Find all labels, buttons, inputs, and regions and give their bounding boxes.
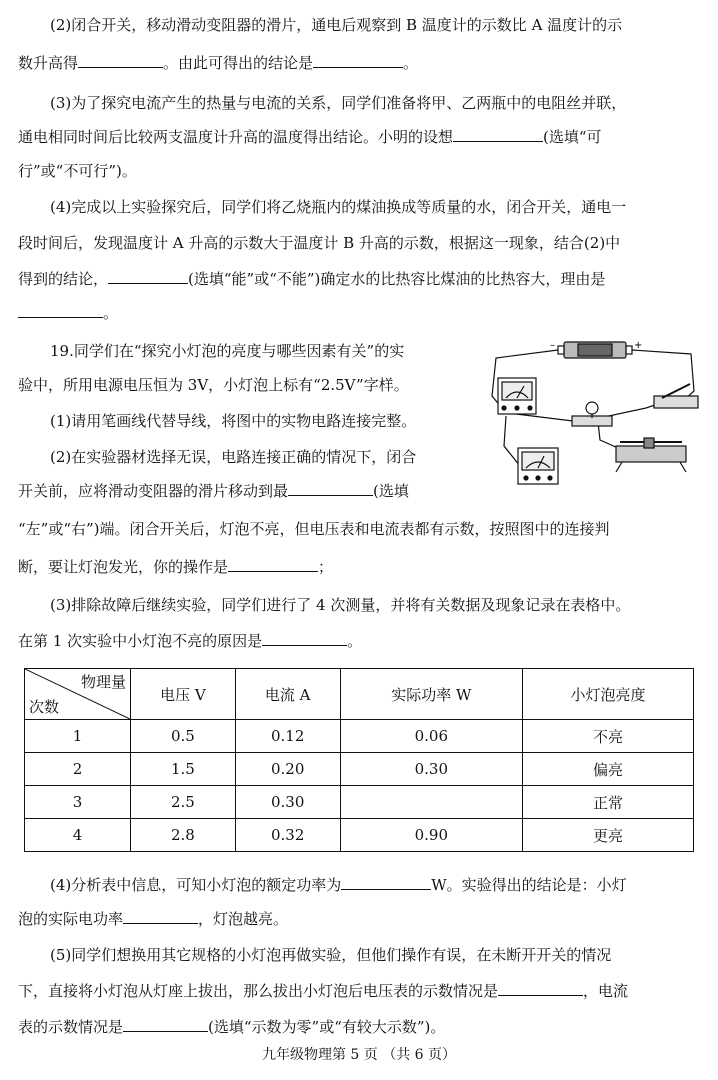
answer-blank[interactable]	[123, 1017, 208, 1032]
q19-part2-line4: 断，要让灯泡发光，你的操作是 ；	[18, 558, 334, 576]
table-header-voltage: 电压 V	[131, 669, 236, 720]
answer-blank[interactable]	[341, 875, 431, 890]
q18-part3-line1: (3)为了探究电流产生的热量与电流的关系，同学们准备将甲、乙两瓶中的电阻丝并联，	[50, 94, 627, 112]
q19-part5-line2: 下，直接将小灯泡从灯座上拔出，那么拔出小灯泡后电压表的示数情况是 ，电流	[18, 982, 629, 1000]
answer-blank[interactable]	[288, 481, 373, 496]
battery-plus-label: +	[634, 340, 643, 351]
q19-part5-line3: 表的示数情况是 (选填“示数为零”或“有较大示数”)。	[18, 1018, 446, 1036]
table-empty-cell[interactable]	[340, 786, 523, 819]
q19-part4-line1: (4)分析表中信息，可知小灯泡的额定功率为 W。实验得出的结论是：小灯	[50, 876, 627, 894]
q18-part4-line4: 。	[18, 302, 118, 323]
lamp-icon	[572, 402, 612, 426]
q18-part4-line3: 得到的结论， (选填“能”或“不能”)确定水的比热容比煤油的比热容大，理由是	[18, 270, 606, 288]
answer-blank[interactable]	[78, 53, 163, 68]
data-table	[24, 668, 694, 852]
answer-blank[interactable]	[123, 909, 198, 924]
table-row: 1 0.5 0.12 0.06 不亮	[25, 720, 694, 753]
q19-part1: (1)请用笔画线代替导线，将图中的实物电路连接完整。	[50, 412, 417, 430]
battery-icon	[558, 342, 632, 358]
q19-intro-line1: 19.同学们在“探究小灯泡的亮度与哪些因素有关”的实	[50, 342, 405, 360]
table-header-brightness: 小灯泡亮度	[523, 669, 694, 720]
q18-part2-line2: 数升高得 。由此可得出的结论是 。	[18, 54, 419, 72]
q19-part2-line3: “左”或“右”)端。闭合开关后，灯泡不亮，但电压表和电流表都有示数，按照图中的连接判	[18, 520, 610, 538]
battery-minus-label: –	[550, 340, 555, 351]
page-footer: 九年级物理第 5 页 （共 6 页）	[261, 1047, 457, 1063]
q19-part4-line2: 泡的实际电功率 ，灯泡越亮。	[18, 910, 289, 928]
q19-intro-line2: 验中，所用电源电压恒为 3V，小灯泡上标有“2.5V”字样。	[18, 376, 409, 394]
answer-blank[interactable]	[313, 53, 403, 68]
ammeter-icon	[518, 448, 558, 484]
q18-part2-line1: (2)闭合开关，移动滑动变阻器的滑片，通电后观察到 B 温度计的示数比 A 温度计的示	[50, 16, 623, 34]
table-header-row	[25, 669, 694, 720]
table-row: 2 1.5 0.20 0.30 偏亮	[25, 753, 694, 786]
switch-icon	[654, 384, 698, 408]
q19-part2-line1: (2)在实验器材选择无误，电路连接正确的情况下，闭合	[50, 448, 417, 466]
table-header-power: 实际功率 W	[340, 669, 523, 720]
q19-part3-line1: (3)排除故障后继续实验，同学们进行了 4 次测量，并将有关数据及现象记录在表格中。	[50, 596, 631, 614]
q19-part2-line2: 开关前，应将滑动变阻器的滑片移动到最 (选填	[18, 482, 409, 500]
answer-blank[interactable]	[262, 631, 347, 646]
q19-part5-line1: (5)同学们想换用其它规格的小灯泡再做实验，但他们操作有误，在未断开开关的情况	[50, 946, 612, 964]
rheostat-icon	[616, 438, 686, 472]
q18-part4-line1: (4)完成以上实验探究后，同学们将乙烧瓶内的煤油换成等质量的水，闭合开关，通电一	[50, 198, 627, 216]
voltmeter-icon	[498, 378, 536, 414]
q18-part4-line2: 段时间后，发现温度计 A 升高的示数大于温度计 B 升高的示数，根据这一现象，结合(2)中	[18, 234, 621, 252]
table-header-current: 电流 A	[235, 669, 340, 720]
answer-blank[interactable]	[18, 303, 103, 318]
answer-blank[interactable]	[498, 981, 583, 996]
table-corner-cell: 物理量 次数	[25, 669, 131, 720]
circuit-diagram	[486, 336, 706, 506]
q18-part3-line3: 行”或“不可行”)。	[18, 162, 137, 180]
q19-part3-line2: 在第 1 次实验中小灯泡不亮的原因是 。	[18, 632, 363, 650]
table-row: 4 2.8 0.32 0.90 更亮	[25, 819, 694, 852]
answer-blank[interactable]	[228, 557, 318, 572]
table-row: 3 2.5 0.30 正常	[25, 786, 694, 819]
q18-part3-line2: 通电相同时间后比较两支温度计升高的温度得出结论。小明的设想 (选填“可	[18, 128, 602, 146]
answer-blank[interactable]	[108, 269, 188, 284]
answer-blank[interactable]	[453, 127, 543, 142]
